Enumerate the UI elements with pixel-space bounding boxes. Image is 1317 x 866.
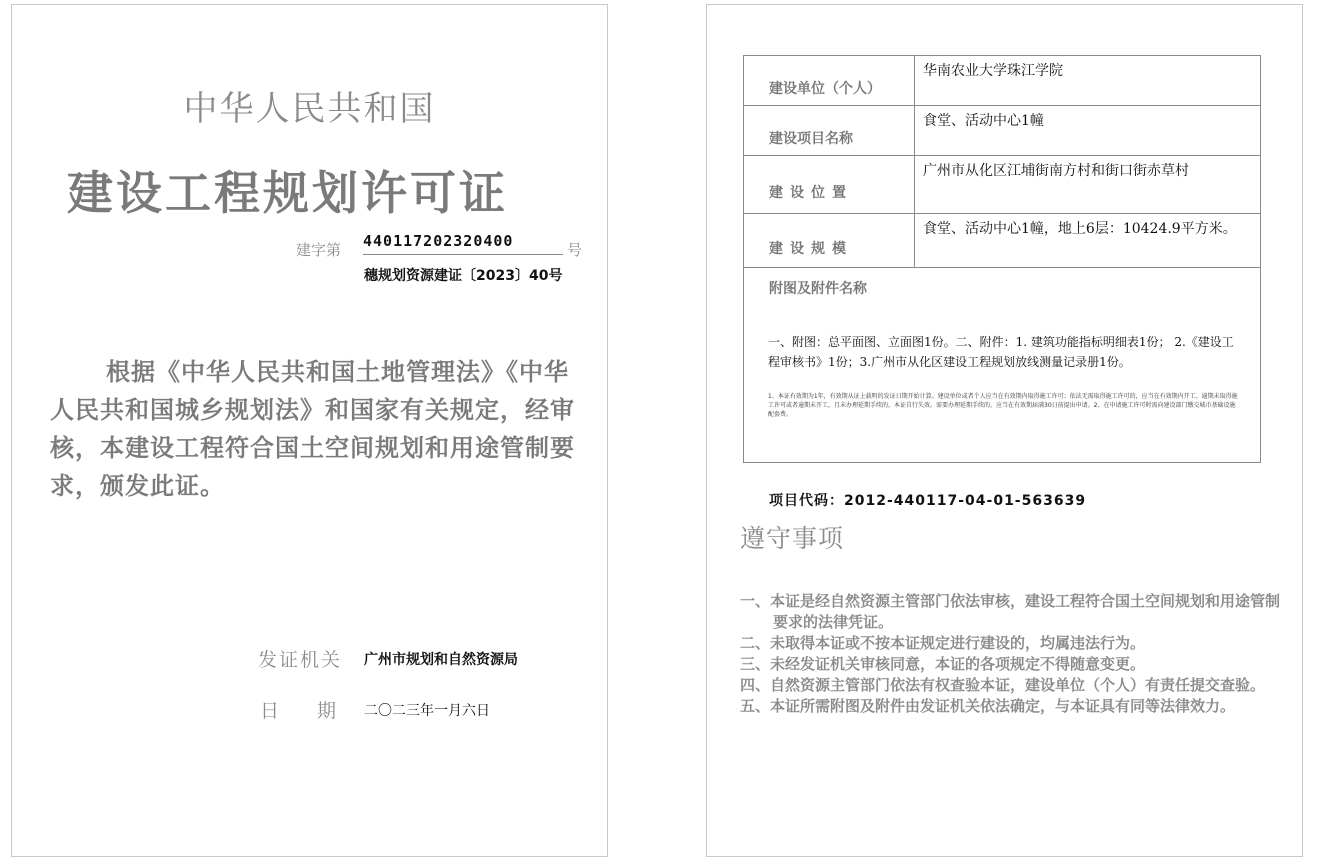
document-number: 穗规划资源建证〔2023〕40号 <box>364 268 563 284</box>
attachments-label: 附图及附件名称 <box>769 281 867 297</box>
issuer-name: 广州市规划和自然资源局 <box>364 652 518 668</box>
row-label: 建设项目名称 <box>744 106 915 156</box>
preamble-text: 根据《中华人民共和国土地管理法》《中华人民共和国城乡规划法》和国家有关规定，经审核，本建设工程符合国土空间规划和用途管制要求，颁发此证。 <box>50 358 575 500</box>
table-row <box>744 106 1261 156</box>
validity-note: 1、本证有效期为1年，有效期从证上载明的发证日期开始计算。建设单位或者个人应当在有效期内取得施工许可；依法无需取得施工许可的，应当在有效期内开工。逾期未取得施工许可或者逾期未开工，且未办理延期手续的，本证自行失效。需要办理延期手续的，应当在有效期届满30日前提出申请。2、在申请施工许可时需向建设部门缴交城市基础设施配套费。 <box>768 393 1238 418</box>
list-item: 四、自然资源主管部门依法有权查验本证，建设单位（个人）有责任提交查验。 <box>740 676 1266 694</box>
row-value: 食堂、活动中心1幢，地上6层：10424.9平方米。 <box>915 214 1261 268</box>
permit-details-page <box>706 4 1303 857</box>
issuer-label: 发证机关 <box>258 649 343 671</box>
notice-list <box>740 591 1280 717</box>
row-label: 建设规模 <box>744 214 915 268</box>
table-row <box>744 214 1261 268</box>
row-label: 建设单位（个人） <box>744 56 915 106</box>
project-info-table <box>743 55 1261 463</box>
list-item: 三、未经发证机关审核同意，本证的各项规定不得随意变更。 <box>740 655 1146 673</box>
list-item: 一、本证是经自然资源主管部门依法审核，建设工程符合国土空间规划和用途管制要求的法律凭证。 <box>740 592 1281 631</box>
table-row <box>744 156 1261 214</box>
row-value: 广州市从化区江埔街南方村和街口街赤草村 <box>915 156 1261 214</box>
date-label: 日期 <box>260 700 375 722</box>
row-label: 建设位置 <box>744 156 915 214</box>
certificate-number-label: 建字第 <box>296 241 342 259</box>
country-heading: 中华人民共和国 <box>183 89 436 129</box>
list-item: 二、未取得本证或不按本证规定进行建设的，均属违法行为。 <box>740 634 1146 652</box>
notice-title: 遵守事项 <box>740 524 845 553</box>
certificate-title: 建设工程规划许可证 <box>67 166 508 220</box>
row-value: 华南农业大学珠江学院 <box>915 56 1261 106</box>
permit-cover-page <box>11 4 608 857</box>
list-item: 五、本证所需附图及附件由发证机关依法确定，与本证具有同等法律效力。 <box>740 697 1236 715</box>
project-code: 项目代码：2012-440117-04-01-563639 <box>769 493 1087 509</box>
certificate-number: 440117202320400 <box>363 232 563 255</box>
row-value: 食堂、活动中心1幢 <box>915 106 1261 156</box>
attachments-text: 一、附图：总平面图、立面图1份。二、附件：1. 建筑功能指标明细表1份； 2.《建设工程审核书》1份；3.广州市从化区建设工程规划放线测量记录册1份。 <box>768 335 1234 369</box>
issue-date: 二〇二三年一月六日 <box>364 703 490 719</box>
certificate-number-suffix: 号 <box>567 241 583 259</box>
table-row <box>744 268 1261 463</box>
table-row <box>744 56 1261 106</box>
attachments-cell <box>744 268 1261 463</box>
